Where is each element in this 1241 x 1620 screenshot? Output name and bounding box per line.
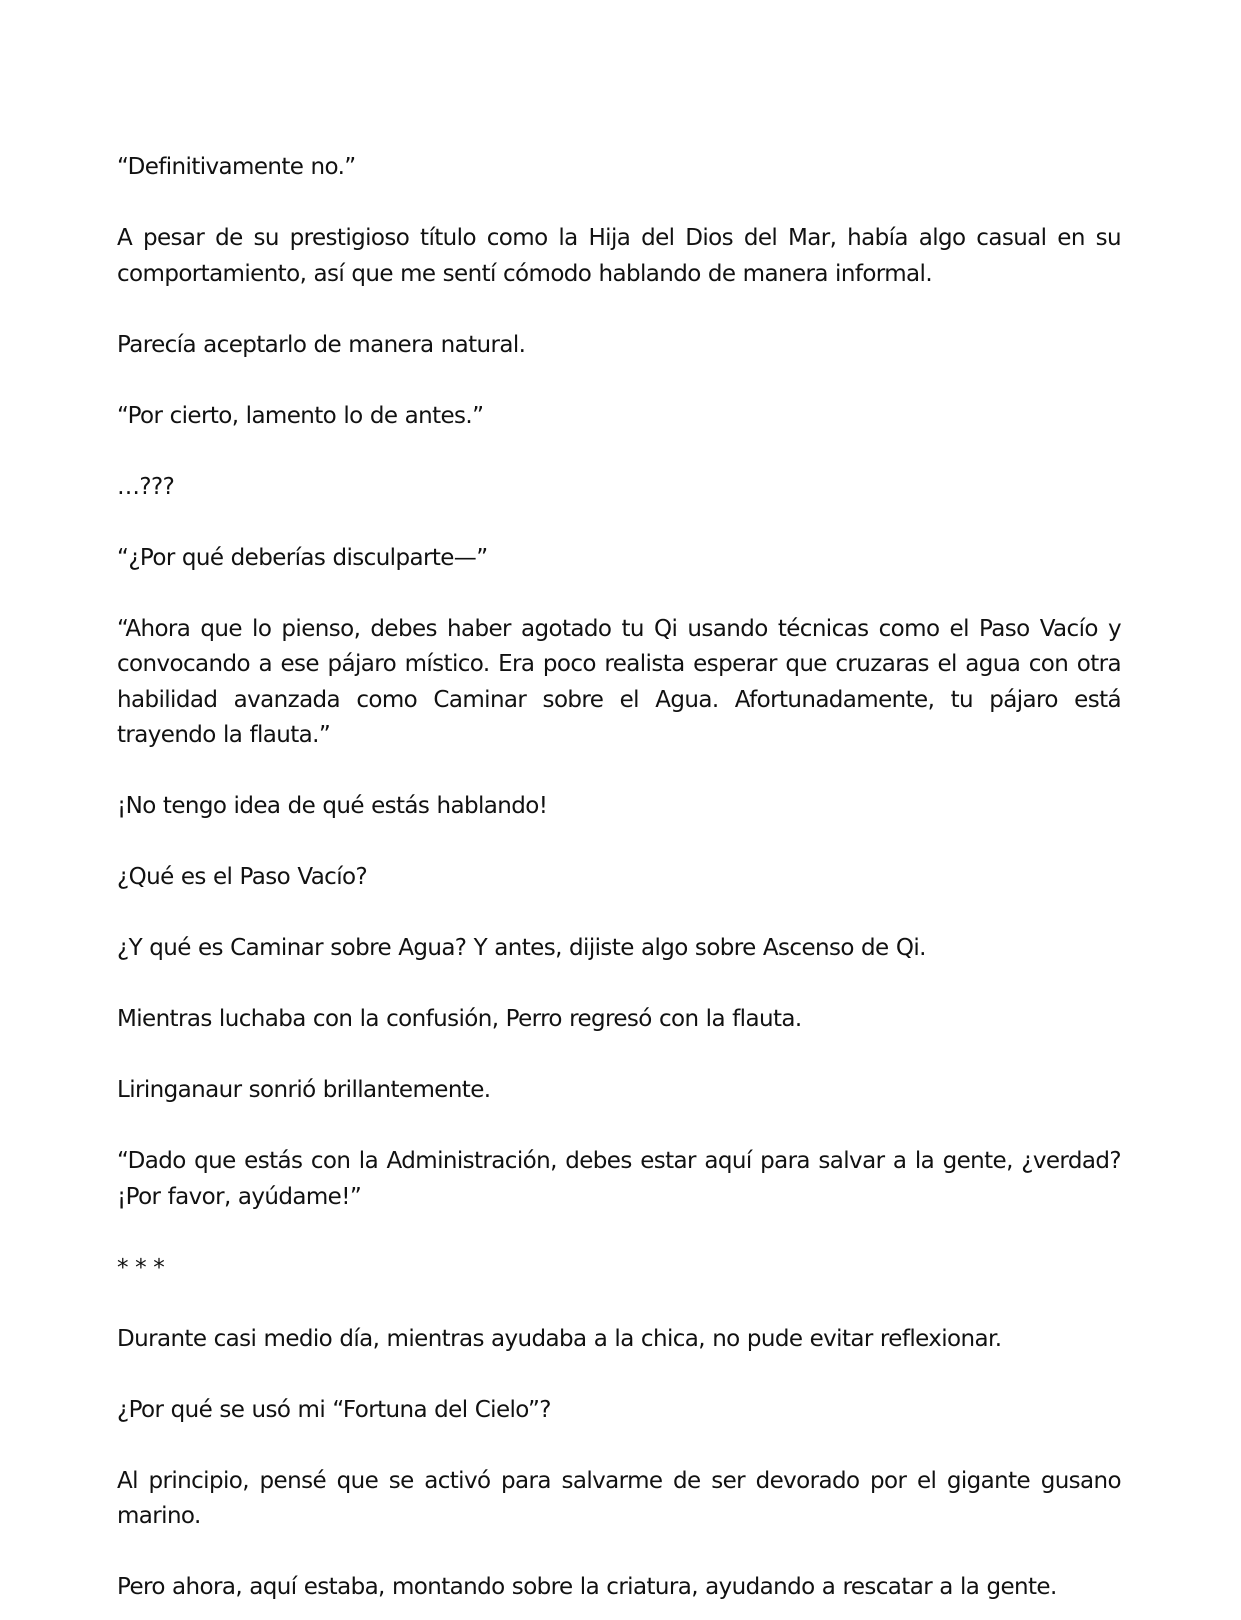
paragraph: Parecía aceptarlo de manera natural. (117, 331, 526, 358)
paragraph: Mientras luchaba con la confusión, Perro regresó con la flauta. (117, 1006, 802, 1032)
paragraph: ¡No tengo idea de qué estás hablando! (117, 793, 548, 819)
paragraph: Pero ahora, aquí estaba, montando sobre la criatura, ayudando a rescatar a la gente. (117, 1574, 1057, 1600)
paragraph: “Definitivamente no.” (117, 154, 356, 180)
paragraph: Al principio, pensé que se activó para salvarme de ser devorado por el gigante gusano marino. (117, 1467, 1121, 1529)
document-body (117, 150, 1121, 1606)
paragraph: ¿Por qué se usó mi “Fortuna del Cielo”? (117, 1396, 551, 1423)
paragraph: “Dado que estás con la Administración, debes estar aquí para salvar a la gente, ¿verdad? ¡Por favor, ayúdame!” (117, 1148, 1121, 1210)
paragraph: Durante casi medio día, mientras ayudaba a la chica, no pude evitar reflexionar. (117, 1325, 1002, 1352)
paragraph: A pesar de su prestigioso título como la Hija del Dios del Mar, había algo casual en su comportamiento, así que me sentí cómodo hablando de manera informal. (117, 225, 1121, 287)
paragraph: “Por cierto, lamento lo de antes.” (117, 402, 484, 429)
paragraph: “Ahora que lo pienso, debes haber agotado tu Qi usando técnicas como el Paso Vacío y convocando a ese pájaro místico. Era poco realista esperar que cruzaras el agua con otra habilidad avanzada como Caminar sobre el Agua. Afortunadamente, tu pájaro está trayendo la flauta.” (117, 615, 1121, 748)
paragraph: Liringanaur sonrió brillantemente. (117, 1077, 491, 1103)
section-break: * * * (117, 1254, 165, 1281)
paragraph: “¿Por qué deberías disculparte—” (117, 544, 488, 571)
paragraph: ¿Qué es el Paso Vacío? (117, 864, 368, 890)
paragraph: ¿Y qué es Caminar sobre Agua? Y antes, dijiste algo sobre Ascenso de Qi. (117, 935, 926, 961)
paragraph: …??? (117, 473, 175, 500)
